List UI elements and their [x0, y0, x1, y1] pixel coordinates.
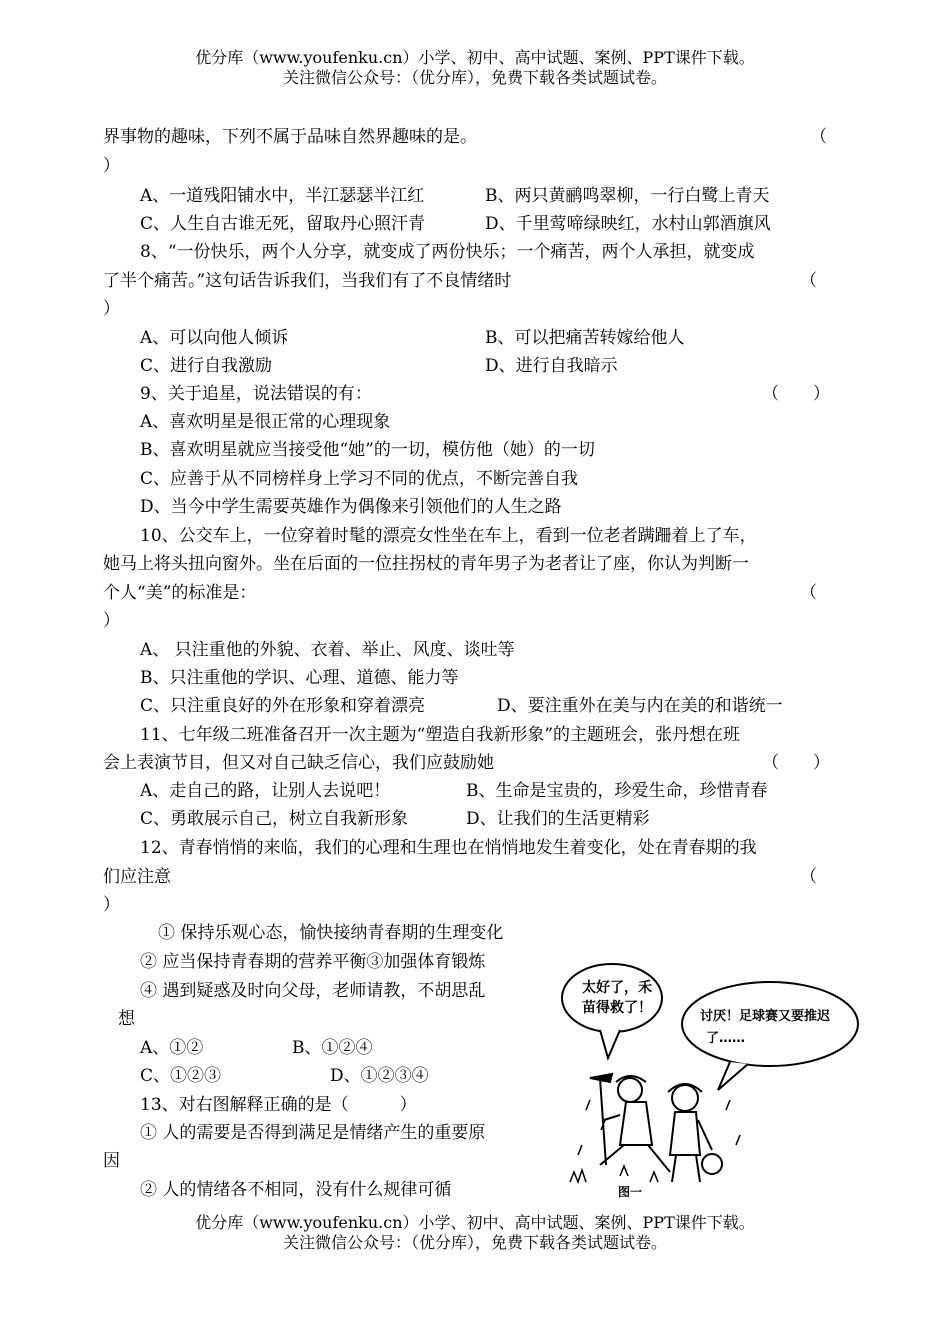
- speech-bubble-right: [682, 982, 858, 1066]
- q12-item-3-cont: 想: [118, 1009, 135, 1029]
- q10-answer-paren-close: ）: [103, 611, 120, 631]
- q10-option-d: D、要注重外在美与内在美的和谐统一: [497, 696, 783, 716]
- header-line-1: 优分库（www.youfenku.cn）小学、初中、高中试题、案例、PPT课件下载。: [195, 48, 755, 67]
- q7-answer-paren-open: （: [810, 127, 827, 147]
- q10-stem-line-3: 个人“美”的标准是：: [103, 583, 257, 603]
- q7-option-c: C、人生自古谁无死，留取丹心照汗青: [140, 214, 426, 234]
- q7-option-b: B、两只黄鹂鸣翠柳，一行白鹭上青天: [485, 186, 770, 206]
- q13-item-2: ② 人的情绪各不相同，没有什么规律可循: [140, 1180, 452, 1200]
- q11-option-d: D、让我们的生活更精彩: [466, 809, 650, 829]
- q11-option-a: A、走自己的路，让别人去说吧！: [140, 781, 391, 801]
- footer-line-1: 优分库（www.youfenku.cn）小学、初中、高中试题、案例、PPT课件下载。: [195, 1213, 755, 1232]
- cartoon-figure: [560, 950, 860, 1200]
- q12-item-3: ④ 遇到疑惑及时向父母，老师请教，不胡思乱: [140, 981, 486, 1001]
- q9-option-c: C、应善于从不同榜样身上学习不同的优点，不断完善自我: [140, 469, 579, 489]
- q13-stem: 13、对右图解释正确的是（ ）: [140, 1095, 417, 1115]
- q12-answer-paren-open: （: [800, 867, 817, 887]
- q8-stem-line-2: 了半个痛苦。”这句话告诉我们，当我们有了不良情绪时: [103, 271, 512, 291]
- q8-option-a: A、可以向他人倾诉: [140, 328, 289, 348]
- q11-option-b: B、生命是宝贵的，珍爱生命，珍惜青春: [466, 781, 768, 801]
- speech-bubble-left-tail: [600, 1030, 620, 1058]
- q10-option-c: C、只注重良好的外在形象和穿着漂亮: [140, 696, 426, 716]
- q7-option-a: A、一道残阳铺水中，半江瑟瑟半江红: [140, 186, 425, 206]
- q13-item-1-cont: 因: [103, 1151, 120, 1171]
- speech-bubble-right-text-1: 讨厌！足球赛又要推迟: [700, 1009, 831, 1024]
- q12-stem-line-2: 们应注意: [103, 867, 171, 887]
- q11-option-c: C、勇敢展示自己，树立自我新形象: [140, 809, 409, 829]
- q11-stem-line-2: 会上表演节目，但又对自己缺乏信心，我们应鼓励她: [103, 753, 494, 773]
- figure-caption: 图一: [618, 1185, 643, 1199]
- speech-bubble-right-tail: [718, 1062, 748, 1090]
- q9-answer-paren: （ ）: [762, 384, 830, 404]
- boy-figure: [668, 1084, 722, 1182]
- footer-line-2: 关注微信公众号：（优分库），免费下载各类试题试卷。: [282, 1233, 667, 1252]
- q13-item-1: ① 人的需要是否得到满足是情绪产生的重要原: [140, 1123, 486, 1143]
- q12-item-2: ② 应当保持青春期的营养平衡③加强体育锻炼: [140, 952, 486, 972]
- q12-option-c: C、①②③: [140, 1066, 222, 1086]
- q8-option-d: D、进行自我暗示: [485, 356, 618, 376]
- q11-stem-line-1: 11、七年级二班准备召开一次主题为“塑造自我新形象”的主题班会，张丹想在班: [140, 725, 741, 745]
- q8-answer-paren-close: ）: [103, 299, 120, 319]
- speech-bubble-left: [562, 964, 662, 1032]
- q9-stem: 9、关于追星，说法错误的有：: [140, 384, 372, 404]
- q9-option-a: A、喜欢明星是很正常的心理现象: [140, 412, 391, 432]
- q12-stem-line-1: 12、青春悄悄的来临，我们的心理和生理也在悄悄地发生着变化，处在青春期的我: [140, 838, 757, 858]
- q8-stem-line-1: 8、“一份快乐，两个人分享，就变成了两份快乐；一个痛苦，两个人承担，就变成: [140, 242, 755, 262]
- q9-option-d: D、当今中学生需要英雄作为偶像来引领他们的人生之路: [140, 497, 562, 517]
- q10-option-a: A、 只注重他的外貌、衣着、举止、风度、谈吐等: [140, 640, 515, 660]
- q10-stem-line-1: 10、公交车上，一位穿着时髦的漂亮女性坐在车上，看到一位老者蹒跚着上了车，: [140, 526, 757, 546]
- header-line-2: 关注微信公众号：（优分库），免费下载各类试题试卷。: [282, 68, 667, 87]
- q12-option-d: D、①②③④: [330, 1066, 429, 1086]
- q8-option-c: C、进行自我激励: [140, 356, 273, 376]
- q12-answer-paren-close: ）: [103, 895, 120, 915]
- speech-bubble-right-text-2: 了……: [706, 1031, 746, 1046]
- grass-tufts: [570, 1166, 658, 1182]
- q7-option-d: D、千里莺啼绿映红，水村山郭酒旗风: [485, 214, 771, 234]
- q12-option-b: B、①②④: [292, 1038, 373, 1058]
- speech-bubble-left-text-1: 太好了，禾: [582, 980, 652, 996]
- q11-answer-paren: （ ）: [762, 753, 830, 773]
- q10-answer-paren-open: （: [800, 583, 817, 603]
- farmer-figure: [590, 1074, 670, 1172]
- q8-option-b: B、可以把痛苦转嫁给他人: [485, 328, 685, 348]
- q10-option-b: B、只注重他的学识、心理、道德、能力等: [140, 668, 459, 688]
- q7-stem: 界事物的趣味，下列不属于品味自然界趣味的是。: [103, 127, 477, 147]
- q12-option-a: A、①②: [140, 1038, 204, 1058]
- q7-answer-paren-close: ）: [103, 156, 120, 176]
- q12-item-1: ① 保持乐观心态，愉快接纳青春期的生理变化: [158, 923, 504, 943]
- speech-bubble-left-text-2: 苗得救了！: [582, 1000, 652, 1016]
- q8-answer-paren-open: （: [800, 271, 817, 291]
- q9-option-b: B、喜欢明星就应当接受他“她”的一切，模仿他（她）的一切: [140, 440, 595, 460]
- q10-stem-line-2: 她马上将头扭向窗外。坐在后面的一位拄拐杖的青年男子为老者让了座，你认为判断一: [103, 554, 749, 574]
